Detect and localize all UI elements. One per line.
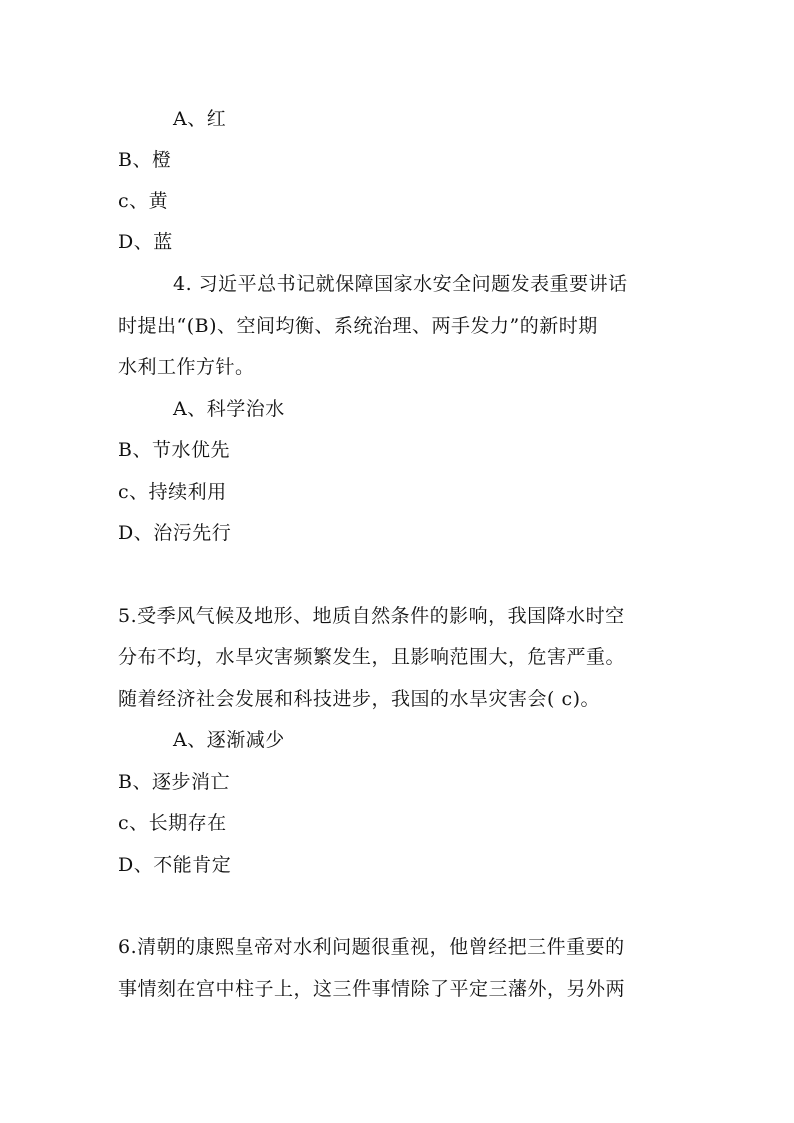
q4-option-b: B、节水优先 (118, 439, 230, 461)
q3-option-c: c、黄 (118, 190, 169, 212)
q6-stem-line-1: 6.清朝的康熙皇帝对水利问题很重视，他曾经把三件重要的 (118, 936, 625, 958)
q5-stem-line-2: 分布不均，水旱灾害频繁发生，且影响范围大，危害严重。 (118, 646, 626, 668)
q4-stem-line-1: 4. 习近平总书记就保障国家水安全问题发表重要讲话 (173, 273, 628, 295)
q5-option-a: A、逐渐减少 (173, 729, 285, 751)
q3-option-a: A、红 (173, 108, 227, 130)
q4-option-d: D、治污先行 (118, 522, 232, 544)
q4-option-a: A、科学治水 (173, 398, 285, 420)
q5-stem-line-3: 随着经济社会发展和科技进步，我国的水旱灾害会( c)。 (118, 688, 601, 710)
q6-stem-line-2: 事情刻在宫中柱子上，这三件事情除了平定三藩外，另外两 (118, 978, 626, 1000)
q5-stem-line-1: 5.受季风气候及地形、地质自然条件的影响，我国降水时空 (118, 605, 625, 627)
q4-stem-line-2: 时提出“(B)、空间均衡、系统治理、两手发力”的新时期 (118, 315, 598, 337)
q4-stem-line-3: 水利工作方针。 (118, 356, 255, 378)
q3-option-b: B、橙 (118, 149, 172, 171)
q5-option-d: D、不能肯定 (118, 854, 232, 876)
q3-option-d: D、蓝 (118, 231, 173, 253)
q4-option-c: c、持续利用 (118, 481, 227, 503)
q5-option-b: B、逐步消亡 (118, 771, 230, 793)
q5-option-c: c、长期存在 (118, 812, 227, 834)
